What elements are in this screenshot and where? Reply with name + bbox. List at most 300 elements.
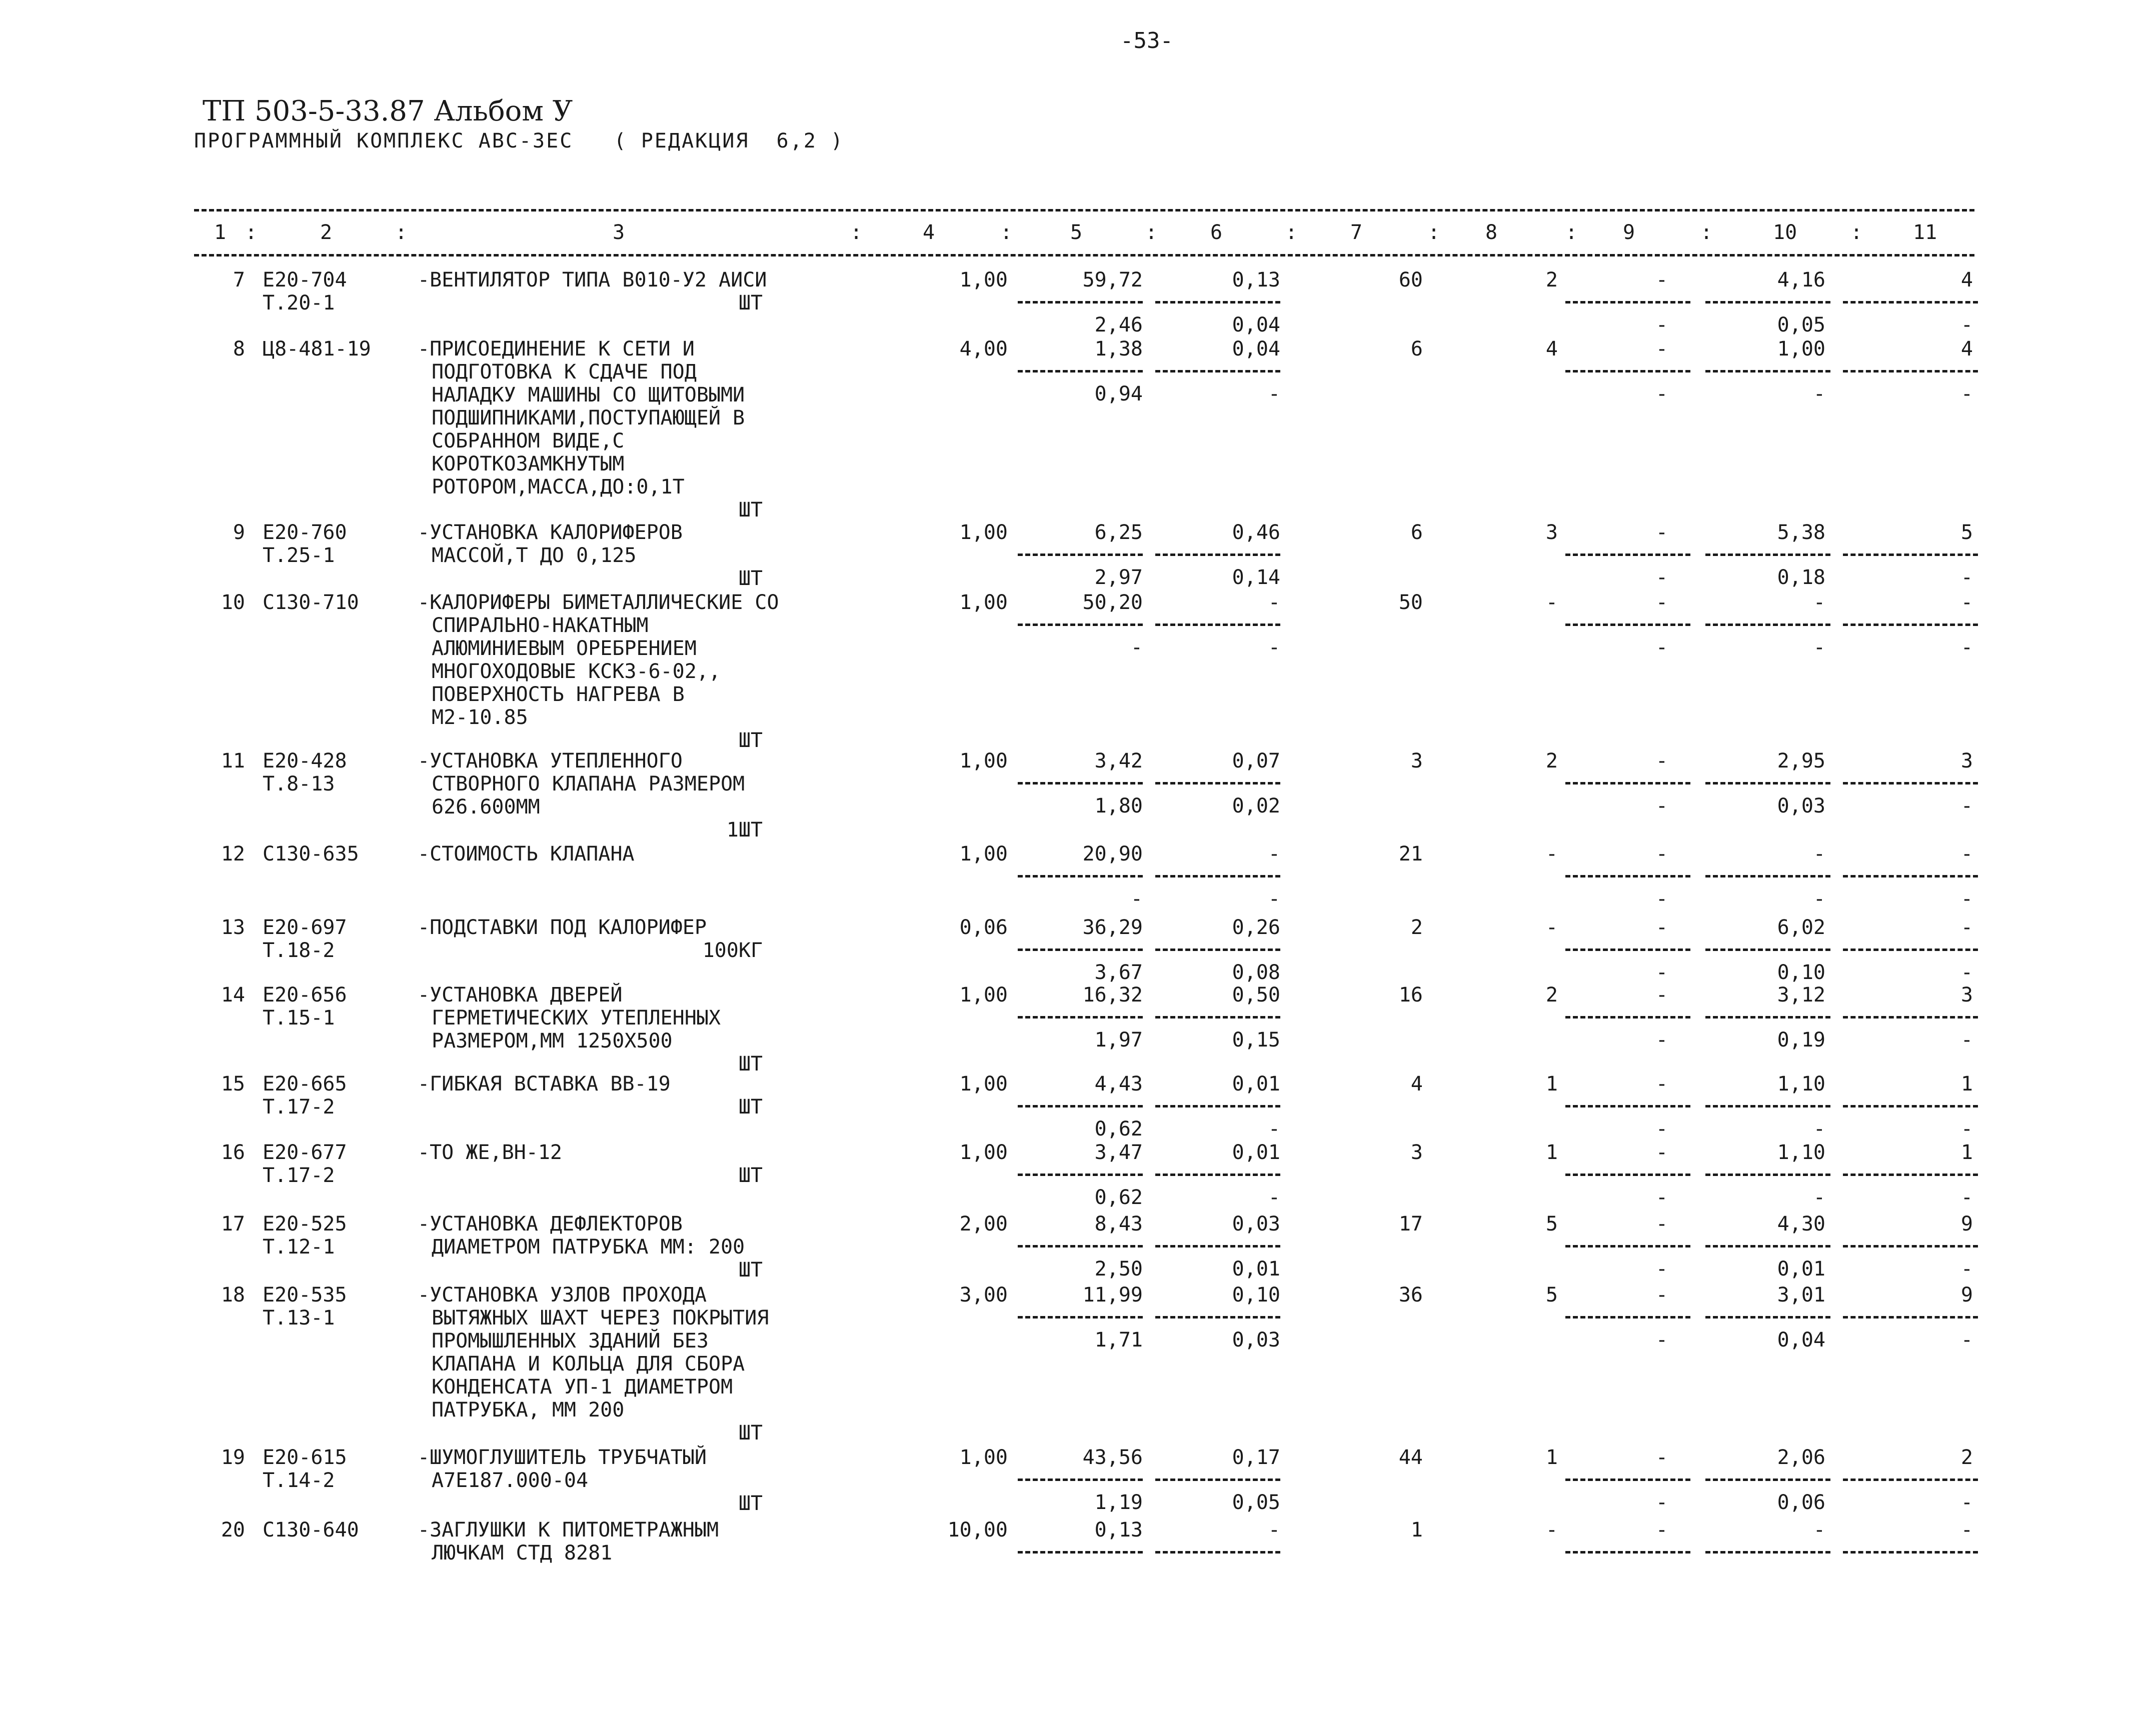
value-c10-sub: 0,03 bbox=[1777, 794, 1825, 818]
value-c11: 2 bbox=[1960, 1446, 1973, 1469]
value-c11-sub: - bbox=[1960, 1258, 1973, 1280]
row-number: 18 bbox=[221, 1284, 245, 1306]
cell-divider bbox=[1705, 875, 1830, 878]
item-description: МАССОЙ,Т ДО 0,125 bbox=[432, 544, 637, 567]
value-c5-sub: 2,97 bbox=[1094, 566, 1143, 589]
norm-code: Е20-428 bbox=[263, 750, 347, 772]
norm-code: Е20-760 bbox=[263, 521, 347, 544]
norm-code: Е20-656 bbox=[263, 984, 347, 1006]
value-c9-sub: - bbox=[1655, 1328, 1668, 1352]
cell-divider bbox=[1565, 1245, 1690, 1248]
item-description: -ШУМОГЛУШИТЕЛЬ ТРУБЧАТЫЙ bbox=[418, 1446, 707, 1469]
album-title: ТП 503-5-33.87 Альбом У bbox=[203, 95, 573, 128]
norm-code: Т.13-1 bbox=[263, 1306, 335, 1330]
value-c5: 11,99 bbox=[1082, 1284, 1143, 1306]
cell-divider bbox=[1705, 1316, 1830, 1318]
value-c11: - bbox=[1960, 842, 1973, 866]
unit-of-measure: ШТ bbox=[738, 1164, 763, 1187]
norm-code: Т.20-1 bbox=[263, 292, 335, 314]
cell-divider bbox=[1843, 948, 1978, 951]
value-c5-sub: - bbox=[1130, 636, 1143, 659]
value-c10: 5,38 bbox=[1777, 521, 1825, 544]
value-c5-sub: 0,94 bbox=[1094, 382, 1143, 406]
value-c10: 2,06 bbox=[1777, 1446, 1825, 1469]
value-c11: 4 bbox=[1960, 268, 1973, 292]
value-c6-sub: 0,08 bbox=[1232, 961, 1280, 984]
value-c6: 0,03 bbox=[1232, 1212, 1280, 1236]
item-description: ЛЮЧКАМ СТД 8281 bbox=[432, 1542, 613, 1564]
value-c5-sub: 0,62 bbox=[1094, 1186, 1143, 1209]
cell-divider bbox=[1843, 1016, 1978, 1018]
value-c6-sub: - bbox=[1268, 636, 1280, 659]
norm-code: Е20-677 bbox=[263, 1141, 347, 1164]
value-c9: - bbox=[1655, 984, 1668, 1006]
norm-code: Е20-525 bbox=[263, 1212, 347, 1236]
row-number: 14 bbox=[221, 984, 245, 1006]
quantity: 1,00 bbox=[959, 591, 1008, 614]
cell-divider bbox=[1843, 370, 1978, 372]
value-c7: 17 bbox=[1398, 1212, 1423, 1236]
value-c10: 6,02 bbox=[1777, 916, 1825, 939]
unit-of-measure: ШТ bbox=[738, 292, 763, 314]
cell-divider bbox=[1018, 1174, 1143, 1176]
cell-divider bbox=[1705, 1105, 1830, 1108]
value-c11: 9 bbox=[1960, 1212, 1973, 1236]
value-c6: 0,07 bbox=[1232, 750, 1280, 772]
value-c10-sub: - bbox=[1813, 636, 1825, 659]
value-c8: 5 bbox=[1545, 1212, 1558, 1236]
quantity: 1,00 bbox=[959, 984, 1008, 1006]
value-c11: 3 bbox=[1960, 750, 1973, 772]
header-separator: : bbox=[395, 221, 408, 244]
value-c6: - bbox=[1268, 1518, 1280, 1542]
cell-divider bbox=[1155, 1478, 1280, 1481]
value-c6-sub: - bbox=[1268, 1186, 1280, 1209]
page-number: -53- bbox=[1120, 28, 1173, 54]
cell-divider bbox=[1705, 1551, 1830, 1554]
value-c9-sub: - bbox=[1655, 961, 1668, 984]
value-c10-sub: - bbox=[1813, 382, 1825, 406]
item-description: ДИАМЕТРОМ ПАТРУБКА ММ: 200 bbox=[432, 1236, 745, 1258]
quantity: 1,00 bbox=[959, 1072, 1008, 1096]
cell-divider bbox=[1155, 875, 1280, 878]
norm-code: Е20-665 bbox=[263, 1072, 347, 1096]
value-c6: 0,17 bbox=[1232, 1446, 1280, 1469]
cell-divider bbox=[1843, 1174, 1978, 1176]
value-c5: 4,43 bbox=[1094, 1072, 1143, 1096]
cell-divider bbox=[1155, 301, 1280, 304]
header-col-11: 11 bbox=[1913, 221, 1937, 244]
value-c9-sub: - bbox=[1655, 1491, 1668, 1514]
value-c5: 8,43 bbox=[1094, 1212, 1143, 1236]
cell-divider bbox=[1018, 370, 1143, 372]
norm-code: Т.25-1 bbox=[263, 544, 335, 567]
value-c8: - bbox=[1545, 591, 1558, 614]
value-c8: 4 bbox=[1545, 338, 1558, 360]
value-c10-sub: 0,06 bbox=[1777, 1491, 1825, 1514]
value-c11-sub: - bbox=[1960, 1186, 1973, 1209]
value-c11: 4 bbox=[1960, 338, 1973, 360]
cell-divider bbox=[1843, 1245, 1978, 1248]
value-c8: 2 bbox=[1545, 984, 1558, 1006]
cell-divider bbox=[1705, 1245, 1830, 1248]
value-c10: 3,12 bbox=[1777, 984, 1825, 1006]
cell-divider bbox=[1018, 948, 1143, 951]
cell-divider bbox=[1843, 1551, 1978, 1554]
value-c7: 50 bbox=[1398, 591, 1423, 614]
value-c7: 1 bbox=[1410, 1518, 1423, 1542]
value-c8: 2 bbox=[1545, 750, 1558, 772]
value-c10-sub: 0,05 bbox=[1777, 314, 1825, 336]
value-c9-sub: - bbox=[1655, 1258, 1668, 1280]
header-separator: : bbox=[245, 221, 258, 244]
value-c7: 36 bbox=[1398, 1284, 1423, 1306]
cell-divider bbox=[1155, 948, 1280, 951]
value-c6-sub: - bbox=[1268, 382, 1280, 406]
value-c10: 4,30 bbox=[1777, 1212, 1825, 1236]
row-number: 20 bbox=[221, 1518, 245, 1542]
cell-divider bbox=[1565, 370, 1690, 372]
item-description: -УСТАНОВКА ДЕФЛЕКТОРОВ bbox=[418, 1212, 683, 1236]
value-c9: - bbox=[1655, 1518, 1668, 1542]
row-number: 11 bbox=[221, 750, 245, 772]
header-separator: : bbox=[850, 221, 863, 244]
item-description: -КАЛОРИФЕРЫ БИМЕТАЛЛИЧЕСКИЕ СО bbox=[418, 591, 779, 614]
cell-divider bbox=[1155, 782, 1280, 784]
value-c9: - bbox=[1655, 521, 1668, 544]
norm-code: Ц8-481-19 bbox=[263, 338, 371, 360]
unit-of-measure: ШТ bbox=[738, 1492, 763, 1515]
norm-code: Т.14-2 bbox=[263, 1469, 335, 1492]
value-c5-sub: 1,97 bbox=[1094, 1028, 1143, 1052]
value-c11-sub: - bbox=[1960, 636, 1973, 659]
cell-divider bbox=[1843, 782, 1978, 784]
item-description: 626.600ММ bbox=[432, 796, 540, 818]
value-c7: 3 bbox=[1410, 1141, 1423, 1164]
unit-of-measure: ШТ bbox=[738, 1258, 763, 1282]
value-c11: 1 bbox=[1960, 1141, 1973, 1164]
cell-divider bbox=[1565, 1174, 1690, 1176]
cell-divider bbox=[1018, 1478, 1143, 1481]
value-c8: 1 bbox=[1545, 1141, 1558, 1164]
value-c9: - bbox=[1655, 1141, 1668, 1164]
value-c5: 3,47 bbox=[1094, 1141, 1143, 1164]
value-c5-sub: 1,71 bbox=[1094, 1328, 1143, 1352]
value-c11: 3 bbox=[1960, 984, 1973, 1006]
norm-code: Т.18-2 bbox=[263, 939, 335, 962]
cell-divider bbox=[1155, 1316, 1280, 1318]
norm-code: Е20-615 bbox=[263, 1446, 347, 1469]
row-number: 17 bbox=[221, 1212, 245, 1236]
value-c5: 59,72 bbox=[1082, 268, 1143, 292]
value-c10: - bbox=[1813, 842, 1825, 866]
value-c5-sub: 0,62 bbox=[1094, 1118, 1143, 1140]
header-bottom-rule bbox=[194, 254, 1974, 256]
value-c10: - bbox=[1813, 591, 1825, 614]
unit-of-measure: 1ШТ bbox=[726, 818, 763, 842]
cell-divider bbox=[1155, 1016, 1280, 1018]
value-c6: 0,13 bbox=[1232, 268, 1280, 292]
value-c5-sub: 2,50 bbox=[1094, 1258, 1143, 1280]
value-c6: 0,04 bbox=[1232, 338, 1280, 360]
value-c5: 1,38 bbox=[1094, 338, 1143, 360]
header-top-rule bbox=[194, 209, 1974, 212]
header-col-8: 8 bbox=[1485, 221, 1498, 244]
row-number: 9 bbox=[233, 521, 245, 544]
header-separator: : bbox=[1428, 221, 1440, 244]
value-c6-sub: 0,14 bbox=[1232, 566, 1280, 589]
item-description: ВЫТЯЖНЫХ ШАХТ ЧЕРЕЗ ПОКРЫТИЯ bbox=[432, 1306, 769, 1330]
unit-of-measure: 100КГ bbox=[702, 939, 763, 962]
value-c5-sub: 1,19 bbox=[1094, 1491, 1143, 1514]
document-subtitle: ПРОГРАММНЫЙ КОМПЛЕКС АВС-3ЕС ( РЕДАКЦИЯ 6,2 ) bbox=[194, 130, 844, 152]
value-c6: - bbox=[1268, 842, 1280, 866]
value-c10-sub: 0,19 bbox=[1777, 1028, 1825, 1052]
value-c6: 0,01 bbox=[1232, 1141, 1280, 1164]
value-c6-sub: 0,15 bbox=[1232, 1028, 1280, 1052]
value-c5: 3,42 bbox=[1094, 750, 1143, 772]
value-c7: 3 bbox=[1410, 750, 1423, 772]
cell-divider bbox=[1155, 554, 1280, 556]
row-number: 8 bbox=[233, 338, 245, 360]
header-col-10: 10 bbox=[1773, 221, 1797, 244]
cell-divider bbox=[1843, 554, 1978, 556]
header-col-4: 4 bbox=[923, 221, 935, 244]
unit-of-measure: ШТ bbox=[738, 729, 763, 752]
item-description: -УСТАНОВКА УТЕПЛЕННОГО bbox=[418, 750, 683, 772]
value-c10-sub: - bbox=[1813, 888, 1825, 910]
item-description: РОТОРОМ,МАССА,ДО:0,1Т bbox=[432, 476, 685, 498]
value-c9-sub: - bbox=[1655, 1186, 1668, 1209]
value-c7: 6 bbox=[1410, 338, 1423, 360]
value-c10: 3,01 bbox=[1777, 1284, 1825, 1306]
header-separator: : bbox=[1850, 221, 1863, 244]
row-number: 16 bbox=[221, 1141, 245, 1164]
norm-code: С130-635 bbox=[263, 842, 359, 866]
value-c8: 3 bbox=[1545, 521, 1558, 544]
item-description: КЛАПАНА И КОЛЬЦА ДЛЯ СБОРА bbox=[432, 1352, 745, 1376]
quantity: 4,00 bbox=[959, 338, 1008, 360]
value-c7: 60 bbox=[1398, 268, 1423, 292]
item-description: СОБРАННОМ ВИДЕ,С bbox=[432, 430, 625, 452]
quantity: 1,00 bbox=[959, 521, 1008, 544]
value-c8: 2 bbox=[1545, 268, 1558, 292]
item-description: МНОГОХОДОВЫЕ КСКЗ-6-02,, bbox=[432, 660, 721, 683]
quantity: 2,00 bbox=[959, 1212, 1008, 1236]
value-c9: - bbox=[1655, 338, 1668, 360]
norm-code: Т.17-2 bbox=[263, 1164, 335, 1187]
value-c9-sub: - bbox=[1655, 636, 1668, 659]
header-col-3: 3 bbox=[613, 221, 625, 244]
row-number: 12 bbox=[221, 842, 245, 866]
value-c9: - bbox=[1655, 842, 1668, 866]
item-description: -ЗАГЛУШКИ К ПИТОМЕТРАЖНЫМ bbox=[418, 1518, 719, 1542]
value-c10: - bbox=[1813, 1518, 1825, 1542]
cell-divider bbox=[1843, 624, 1978, 626]
item-description: АЛЮМИНИЕВЫМ ОРЕБРЕНИЕМ bbox=[432, 637, 697, 660]
cell-divider bbox=[1565, 1316, 1690, 1318]
quantity: 1,00 bbox=[959, 1141, 1008, 1164]
value-c10-sub: - bbox=[1813, 1186, 1825, 1209]
cell-divider bbox=[1018, 554, 1143, 556]
cell-divider bbox=[1565, 1478, 1690, 1481]
item-description: КОНДЕНСАТА УП-1 ДИАМЕТРОМ bbox=[432, 1376, 733, 1398]
quantity: 1,00 bbox=[959, 268, 1008, 292]
value-c8: 5 bbox=[1545, 1284, 1558, 1306]
cell-divider bbox=[1155, 1551, 1280, 1554]
cell-divider bbox=[1018, 624, 1143, 626]
value-c6-sub: 0,02 bbox=[1232, 794, 1280, 818]
item-description: СТВОРНОГО КЛАПАНА РАЗМЕРОМ bbox=[432, 772, 745, 796]
value-c10: 1,10 bbox=[1777, 1141, 1825, 1164]
row-number: 13 bbox=[221, 916, 245, 939]
header-separator: : bbox=[1285, 221, 1298, 244]
value-c5-sub: 3,67 bbox=[1094, 961, 1143, 984]
cell-divider bbox=[1565, 554, 1690, 556]
quantity: 1,00 bbox=[959, 750, 1008, 772]
norm-code: Т.15-1 bbox=[263, 1006, 335, 1030]
item-description: -СТОИМОСТЬ КЛАПАНА bbox=[418, 842, 635, 866]
value-c6-sub: 0,03 bbox=[1232, 1328, 1280, 1352]
value-c6: 0,46 bbox=[1232, 521, 1280, 544]
cell-divider bbox=[1843, 1105, 1978, 1108]
header-separator: : bbox=[1700, 221, 1713, 244]
cell-divider bbox=[1705, 370, 1830, 372]
item-description: -ТО ЖЕ,ВН-12 bbox=[418, 1141, 562, 1164]
cell-divider bbox=[1843, 875, 1978, 878]
value-c6-sub: 0,05 bbox=[1232, 1491, 1280, 1514]
value-c9: - bbox=[1655, 268, 1668, 292]
value-c5: 16,32 bbox=[1082, 984, 1143, 1006]
unit-of-measure: ШТ bbox=[738, 498, 763, 522]
cell-divider bbox=[1018, 1245, 1143, 1248]
value-c9: - bbox=[1655, 1446, 1668, 1469]
cell-divider bbox=[1705, 554, 1830, 556]
value-c11-sub: - bbox=[1960, 1491, 1973, 1514]
item-description: ПОВЕРХНОСТЬ НАГРЕВА В bbox=[432, 683, 685, 706]
cell-divider bbox=[1565, 1551, 1690, 1554]
value-c11: 5 bbox=[1960, 521, 1973, 544]
value-c9: - bbox=[1655, 1072, 1668, 1096]
cell-divider bbox=[1565, 875, 1690, 878]
norm-code: Е20-704 bbox=[263, 268, 347, 292]
cell-divider bbox=[1705, 301, 1830, 304]
value-c11-sub: - bbox=[1960, 314, 1973, 336]
value-c5: 43,56 bbox=[1082, 1446, 1143, 1469]
value-c10-sub: 0,10 bbox=[1777, 961, 1825, 984]
value-c11-sub: - bbox=[1960, 794, 1973, 818]
header-col-1: 1 bbox=[214, 221, 227, 244]
value-c6-sub: - bbox=[1268, 888, 1280, 910]
value-c9-sub: - bbox=[1655, 888, 1668, 910]
cell-divider bbox=[1565, 948, 1690, 951]
value-c9-sub: - bbox=[1655, 794, 1668, 818]
value-c8: - bbox=[1545, 1518, 1558, 1542]
value-c5-sub: 2,46 bbox=[1094, 314, 1143, 336]
value-c6: 0,50 bbox=[1232, 984, 1280, 1006]
header-col-9: 9 bbox=[1623, 221, 1635, 244]
cell-divider bbox=[1018, 1105, 1143, 1108]
value-c6-sub: - bbox=[1268, 1118, 1280, 1140]
item-description: ПОДГОТОВКА К СДАЧЕ ПОД bbox=[432, 360, 697, 384]
cell-divider bbox=[1705, 624, 1830, 626]
item-description: ПАТРУБКА, ММ 200 bbox=[432, 1398, 625, 1422]
value-c11-sub: - bbox=[1960, 382, 1973, 406]
norm-code: Т.17-2 bbox=[263, 1096, 335, 1118]
value-c5: 50,20 bbox=[1082, 591, 1143, 614]
value-c8: - bbox=[1545, 842, 1558, 866]
cell-divider bbox=[1018, 1551, 1143, 1554]
value-c11: - bbox=[1960, 916, 1973, 939]
value-c11-sub: - bbox=[1960, 566, 1973, 589]
cell-divider bbox=[1018, 875, 1143, 878]
cell-divider bbox=[1705, 1478, 1830, 1481]
value-c8: - bbox=[1545, 916, 1558, 939]
cell-divider bbox=[1155, 1105, 1280, 1108]
item-description: ГЕРМЕТИЧЕСКИХ УТЕПЛЕННЫХ bbox=[432, 1006, 721, 1030]
value-c11: - bbox=[1960, 591, 1973, 614]
value-c8: 1 bbox=[1545, 1446, 1558, 1469]
cell-divider bbox=[1705, 782, 1830, 784]
value-c7: 6 bbox=[1410, 521, 1423, 544]
norm-code: Е20-535 bbox=[263, 1284, 347, 1306]
value-c9: - bbox=[1655, 1284, 1668, 1306]
row-number: 15 bbox=[221, 1072, 245, 1096]
value-c7: 2 bbox=[1410, 916, 1423, 939]
value-c9: - bbox=[1655, 591, 1668, 614]
unit-of-measure: ШТ bbox=[738, 1052, 763, 1076]
cell-divider bbox=[1565, 301, 1690, 304]
cell-divider bbox=[1565, 782, 1690, 784]
value-c11-sub: - bbox=[1960, 1328, 1973, 1352]
header-col-6: 6 bbox=[1210, 221, 1223, 244]
value-c6-sub: 0,01 bbox=[1232, 1258, 1280, 1280]
cell-divider bbox=[1705, 1174, 1830, 1176]
value-c7: 21 bbox=[1398, 842, 1423, 866]
header-separator: : bbox=[1145, 221, 1158, 244]
value-c6: - bbox=[1268, 591, 1280, 614]
value-c6: 0,26 bbox=[1232, 916, 1280, 939]
value-c10-sub: - bbox=[1813, 1118, 1825, 1140]
item-description: СПИРАЛЬНО-НАКАТНЫМ bbox=[432, 614, 649, 637]
item-description: -УСТАНОВКА КАЛОРИФЕРОВ bbox=[418, 521, 683, 544]
item-description: КОРОТКОЗАМКНУТЫМ bbox=[432, 452, 625, 476]
norm-code: Е20-697 bbox=[263, 916, 347, 939]
value-c10-sub: 0,18 bbox=[1777, 566, 1825, 589]
value-c5-sub: 1,80 bbox=[1094, 794, 1143, 818]
value-c9: - bbox=[1655, 916, 1668, 939]
value-c9-sub: - bbox=[1655, 566, 1668, 589]
cell-divider bbox=[1155, 1245, 1280, 1248]
value-c11-sub: - bbox=[1960, 1028, 1973, 1052]
header-separator: : bbox=[1000, 221, 1013, 244]
item-description: -ПРИСОЕДИНЕНИЕ К СЕТИ И bbox=[418, 338, 695, 360]
quantity: 1,00 bbox=[959, 842, 1008, 866]
value-c10: 2,95 bbox=[1777, 750, 1825, 772]
value-c5: 0,13 bbox=[1094, 1518, 1143, 1542]
cell-divider bbox=[1155, 624, 1280, 626]
header-col-2: 2 bbox=[320, 221, 333, 244]
value-c10-sub: 0,04 bbox=[1777, 1328, 1825, 1352]
value-c11: - bbox=[1960, 1518, 1973, 1542]
value-c9: - bbox=[1655, 1212, 1668, 1236]
item-description: НАЛАДКУ МАШИНЫ СО ЩИТОВЫМИ bbox=[432, 384, 745, 406]
item-description: -ПОДСТАВКИ ПОД КАЛОРИФЕР bbox=[418, 916, 707, 939]
value-c9-sub: - bbox=[1655, 1028, 1668, 1052]
unit-of-measure: ШТ bbox=[738, 567, 763, 590]
value-c5: 20,90 bbox=[1082, 842, 1143, 866]
value-c11: 1 bbox=[1960, 1072, 1973, 1096]
